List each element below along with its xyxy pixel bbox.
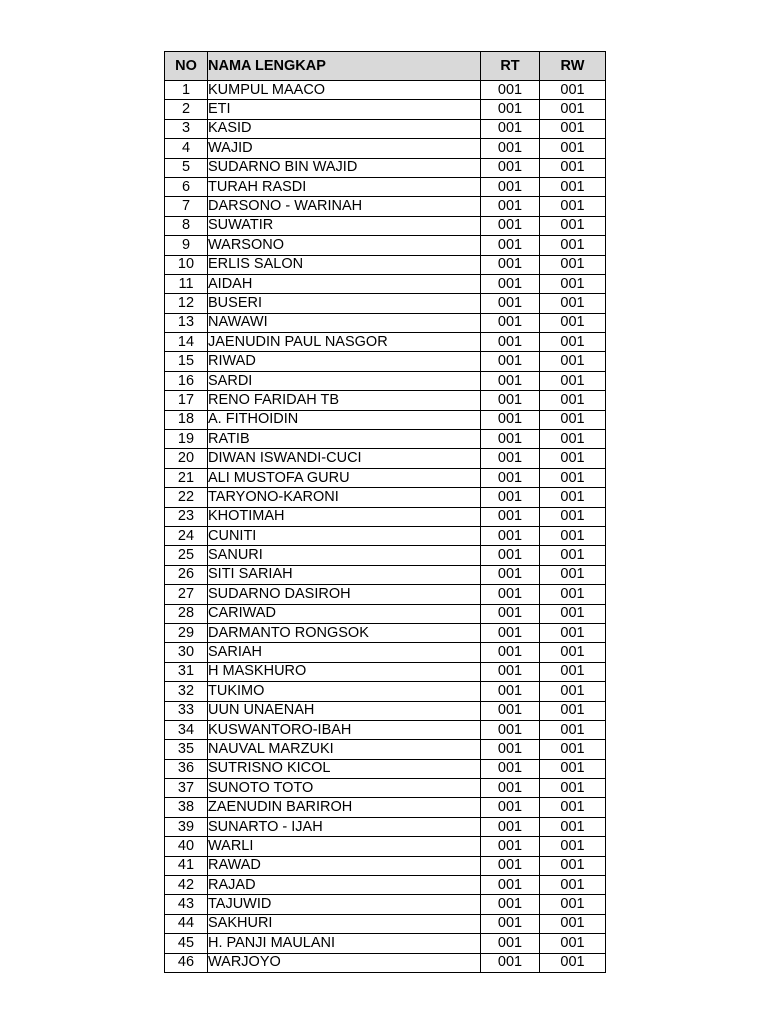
cell-no: 44: [165, 914, 208, 933]
table-row: [165, 197, 606, 216]
cell-no: 23: [165, 507, 208, 526]
cell-rw: 001: [540, 468, 606, 487]
cell-no: 41: [165, 856, 208, 875]
cell-name: SANURI: [208, 546, 481, 565]
cell-name: KUSWANTORO-IBAH: [208, 720, 481, 739]
cell-no: 10: [165, 255, 208, 274]
cell-rw: 001: [540, 119, 606, 138]
table-row: [165, 740, 606, 759]
cell-no: 1: [165, 81, 208, 100]
table-header: [165, 52, 606, 81]
cell-rw: 001: [540, 100, 606, 119]
cell-no: 33: [165, 701, 208, 720]
cell-name: SUNOTO TOTO: [208, 779, 481, 798]
cell-no: 6: [165, 177, 208, 196]
cell-name: TUKIMO: [208, 682, 481, 701]
table-row: [165, 682, 606, 701]
header-rt: RT: [481, 52, 540, 81]
table-row: [165, 488, 606, 507]
cell-rw: 001: [540, 488, 606, 507]
cell-rt: 001: [481, 488, 540, 507]
cell-rt: 001: [481, 294, 540, 313]
cell-rt: 001: [481, 197, 540, 216]
cell-rt: 001: [481, 139, 540, 158]
cell-rw: 001: [540, 430, 606, 449]
table-row: [165, 585, 606, 604]
cell-name: SUDARNO BIN WAJID: [208, 158, 481, 177]
cell-name: BUSERI: [208, 294, 481, 313]
cell-name: H MASKHURO: [208, 662, 481, 681]
table-row: [165, 468, 606, 487]
cell-name: DIWAN ISWANDI-CUCI: [208, 449, 481, 468]
cell-rt: 001: [481, 371, 540, 390]
cell-name: RATIB: [208, 430, 481, 449]
cell-rt: 001: [481, 236, 540, 255]
cell-rt: 001: [481, 352, 540, 371]
cell-no: 37: [165, 779, 208, 798]
cell-rw: 001: [540, 449, 606, 468]
table-row: [165, 856, 606, 875]
cell-no: 43: [165, 895, 208, 914]
cell-name: WARSONO: [208, 236, 481, 255]
cell-no: 15: [165, 352, 208, 371]
cell-no: 12: [165, 294, 208, 313]
cell-no: 45: [165, 934, 208, 953]
cell-no: 30: [165, 643, 208, 662]
cell-rw: 001: [540, 507, 606, 526]
cell-rt: 001: [481, 391, 540, 410]
cell-name: SUNARTO - IJAH: [208, 817, 481, 836]
cell-no: 19: [165, 430, 208, 449]
cell-rt: 001: [481, 953, 540, 972]
table-row: [165, 662, 606, 681]
cell-rt: 001: [481, 333, 540, 352]
table-row: [165, 274, 606, 293]
cell-rt: 001: [481, 934, 540, 953]
cell-name: TARYONO-KARONI: [208, 488, 481, 507]
cell-name: KASID: [208, 119, 481, 138]
cell-rw: 001: [540, 565, 606, 584]
cell-rw: 001: [540, 817, 606, 836]
cell-rt: 001: [481, 856, 540, 875]
cell-no: 26: [165, 565, 208, 584]
cell-rt: 001: [481, 410, 540, 429]
table-row: [165, 526, 606, 545]
cell-rw: 001: [540, 139, 606, 158]
cell-rt: 001: [481, 682, 540, 701]
cell-name: SUTRISNO KICOL: [208, 759, 481, 778]
table-row: [165, 759, 606, 778]
table-row: [165, 953, 606, 972]
table-row: [165, 565, 606, 584]
cell-rt: 001: [481, 643, 540, 662]
cell-rw: 001: [540, 585, 606, 604]
cell-name: UUN UNAENAH: [208, 701, 481, 720]
cell-no: 7: [165, 197, 208, 216]
cell-rw: 001: [540, 856, 606, 875]
table-row: [165, 623, 606, 642]
cell-name: CARIWAD: [208, 604, 481, 623]
cell-rw: 001: [540, 546, 606, 565]
cell-no: 40: [165, 837, 208, 856]
cell-rt: 001: [481, 468, 540, 487]
cell-no: 38: [165, 798, 208, 817]
cell-name: ZAENUDIN BARIROH: [208, 798, 481, 817]
table-row: [165, 216, 606, 235]
cell-rt: 001: [481, 313, 540, 332]
cell-rw: 001: [540, 934, 606, 953]
table-row: [165, 119, 606, 138]
cell-name: RAWAD: [208, 856, 481, 875]
cell-no: 17: [165, 391, 208, 410]
cell-no: 36: [165, 759, 208, 778]
cell-rw: 001: [540, 682, 606, 701]
cell-no: 11: [165, 274, 208, 293]
table-row: [165, 177, 606, 196]
table-row: [165, 701, 606, 720]
table-row: [165, 720, 606, 739]
cell-rt: 001: [481, 585, 540, 604]
header-rw: RW: [540, 52, 606, 81]
cell-rw: 001: [540, 837, 606, 856]
cell-no: 29: [165, 623, 208, 642]
cell-rt: 001: [481, 779, 540, 798]
cell-name: NAUVAL MARZUKI: [208, 740, 481, 759]
cell-rw: 001: [540, 333, 606, 352]
cell-name: RENO FARIDAH TB: [208, 391, 481, 410]
cell-rt: 001: [481, 662, 540, 681]
table-row: [165, 779, 606, 798]
cell-rw: 001: [540, 255, 606, 274]
cell-rw: 001: [540, 313, 606, 332]
cell-no: 20: [165, 449, 208, 468]
cell-rw: 001: [540, 662, 606, 681]
cell-rw: 001: [540, 158, 606, 177]
cell-no: 14: [165, 333, 208, 352]
table-row: [165, 294, 606, 313]
cell-no: 39: [165, 817, 208, 836]
cell-name: A. FITHOIDIN: [208, 410, 481, 429]
cell-name: SAKHURI: [208, 914, 481, 933]
table-row: [165, 934, 606, 953]
table-row: [165, 371, 606, 390]
cell-rt: 001: [481, 604, 540, 623]
cell-name: KHOTIMAH: [208, 507, 481, 526]
table-row: [165, 158, 606, 177]
table-row: [165, 643, 606, 662]
table-row: [165, 876, 606, 895]
cell-no: 5: [165, 158, 208, 177]
table-row: [165, 798, 606, 817]
cell-no: 22: [165, 488, 208, 507]
cell-rt: 001: [481, 798, 540, 817]
cell-name: SARIAH: [208, 643, 481, 662]
table-row: [165, 81, 606, 100]
table-row: [165, 255, 606, 274]
cell-rw: 001: [540, 914, 606, 933]
table-row: [165, 313, 606, 332]
cell-rw: 001: [540, 410, 606, 429]
cell-name: ERLIS SALON: [208, 255, 481, 274]
cell-rt: 001: [481, 876, 540, 895]
cell-name: JAENUDIN PAUL NASGOR: [208, 333, 481, 352]
cell-rt: 001: [481, 119, 540, 138]
cell-rw: 001: [540, 798, 606, 817]
cell-rt: 001: [481, 216, 540, 235]
cell-rw: 001: [540, 759, 606, 778]
cell-rw: 001: [540, 895, 606, 914]
cell-rt: 001: [481, 817, 540, 836]
cell-rt: 001: [481, 158, 540, 177]
cell-no: 13: [165, 313, 208, 332]
cell-name: SARDI: [208, 371, 481, 390]
cell-no: 42: [165, 876, 208, 895]
cell-no: 25: [165, 546, 208, 565]
table-row: [165, 604, 606, 623]
cell-rw: 001: [540, 701, 606, 720]
table-row: [165, 236, 606, 255]
cell-rt: 001: [481, 623, 540, 642]
cell-no: 28: [165, 604, 208, 623]
table-body: [165, 81, 606, 973]
resident-table: [164, 51, 606, 973]
cell-name: SITI SARIAH: [208, 565, 481, 584]
cell-rt: 001: [481, 177, 540, 196]
cell-rt: 001: [481, 895, 540, 914]
cell-rt: 001: [481, 449, 540, 468]
cell-rt: 001: [481, 507, 540, 526]
cell-rw: 001: [540, 177, 606, 196]
cell-name: H. PANJI MAULANI: [208, 934, 481, 953]
cell-name: KUMPUL MAACO: [208, 81, 481, 100]
table-row: [165, 895, 606, 914]
table-row: [165, 430, 606, 449]
cell-name: DARMANTO RONGSOK: [208, 623, 481, 642]
cell-rw: 001: [540, 391, 606, 410]
cell-name: CUNITI: [208, 526, 481, 545]
table-row: [165, 837, 606, 856]
cell-name: DARSONO - WARINAH: [208, 197, 481, 216]
cell-rt: 001: [481, 914, 540, 933]
cell-rw: 001: [540, 604, 606, 623]
cell-rt: 001: [481, 100, 540, 119]
cell-no: 3: [165, 119, 208, 138]
table-row: [165, 410, 606, 429]
header-no: NO: [165, 52, 208, 81]
cell-no: 8: [165, 216, 208, 235]
table-row: [165, 352, 606, 371]
cell-rw: 001: [540, 236, 606, 255]
cell-no: 34: [165, 720, 208, 739]
cell-rw: 001: [540, 953, 606, 972]
cell-name: ETI: [208, 100, 481, 119]
table-row: [165, 139, 606, 158]
cell-no: 35: [165, 740, 208, 759]
cell-name: SUWATIR: [208, 216, 481, 235]
cell-name: TAJUWID: [208, 895, 481, 914]
cell-rw: 001: [540, 352, 606, 371]
table-row: [165, 100, 606, 119]
cell-no: 9: [165, 236, 208, 255]
cell-name: AIDAH: [208, 274, 481, 293]
table-row: [165, 817, 606, 836]
cell-no: 24: [165, 526, 208, 545]
cell-rt: 001: [481, 430, 540, 449]
cell-rt: 001: [481, 526, 540, 545]
cell-no: 2: [165, 100, 208, 119]
cell-rt: 001: [481, 255, 540, 274]
cell-rw: 001: [540, 216, 606, 235]
cell-rt: 001: [481, 546, 540, 565]
cell-rw: 001: [540, 643, 606, 662]
cell-rw: 001: [540, 740, 606, 759]
table-row: [165, 333, 606, 352]
cell-rw: 001: [540, 779, 606, 798]
cell-no: 27: [165, 585, 208, 604]
cell-rw: 001: [540, 81, 606, 100]
cell-no: 21: [165, 468, 208, 487]
table-row: [165, 391, 606, 410]
cell-no: 16: [165, 371, 208, 390]
cell-name: ALI MUSTOFA GURU: [208, 468, 481, 487]
cell-rw: 001: [540, 371, 606, 390]
cell-name: WARLI: [208, 837, 481, 856]
cell-no: 4: [165, 139, 208, 158]
cell-no: 32: [165, 682, 208, 701]
table-row: [165, 914, 606, 933]
cell-rw: 001: [540, 720, 606, 739]
cell-no: 18: [165, 410, 208, 429]
cell-rw: 001: [540, 526, 606, 545]
cell-rw: 001: [540, 876, 606, 895]
table-row: [165, 546, 606, 565]
table-row: [165, 449, 606, 468]
cell-rw: 001: [540, 294, 606, 313]
cell-rt: 001: [481, 274, 540, 293]
cell-no: 46: [165, 953, 208, 972]
header-row: [165, 52, 606, 81]
cell-name: RAJAD: [208, 876, 481, 895]
cell-name: WARJOYO: [208, 953, 481, 972]
cell-rt: 001: [481, 740, 540, 759]
cell-name: NAWAWI: [208, 313, 481, 332]
cell-name: RIWAD: [208, 352, 481, 371]
cell-rt: 001: [481, 701, 540, 720]
cell-rt: 001: [481, 720, 540, 739]
cell-rw: 001: [540, 274, 606, 293]
cell-rw: 001: [540, 623, 606, 642]
cell-rt: 001: [481, 81, 540, 100]
cell-rt: 001: [481, 837, 540, 856]
cell-name: TURAH RASDI: [208, 177, 481, 196]
cell-no: 31: [165, 662, 208, 681]
cell-rt: 001: [481, 565, 540, 584]
table-row: [165, 507, 606, 526]
cell-rt: 001: [481, 759, 540, 778]
cell-rw: 001: [540, 197, 606, 216]
cell-name: SUDARNO DASIROH: [208, 585, 481, 604]
cell-name: WAJID: [208, 139, 481, 158]
header-name: NAMA LENGKAP: [208, 52, 481, 81]
